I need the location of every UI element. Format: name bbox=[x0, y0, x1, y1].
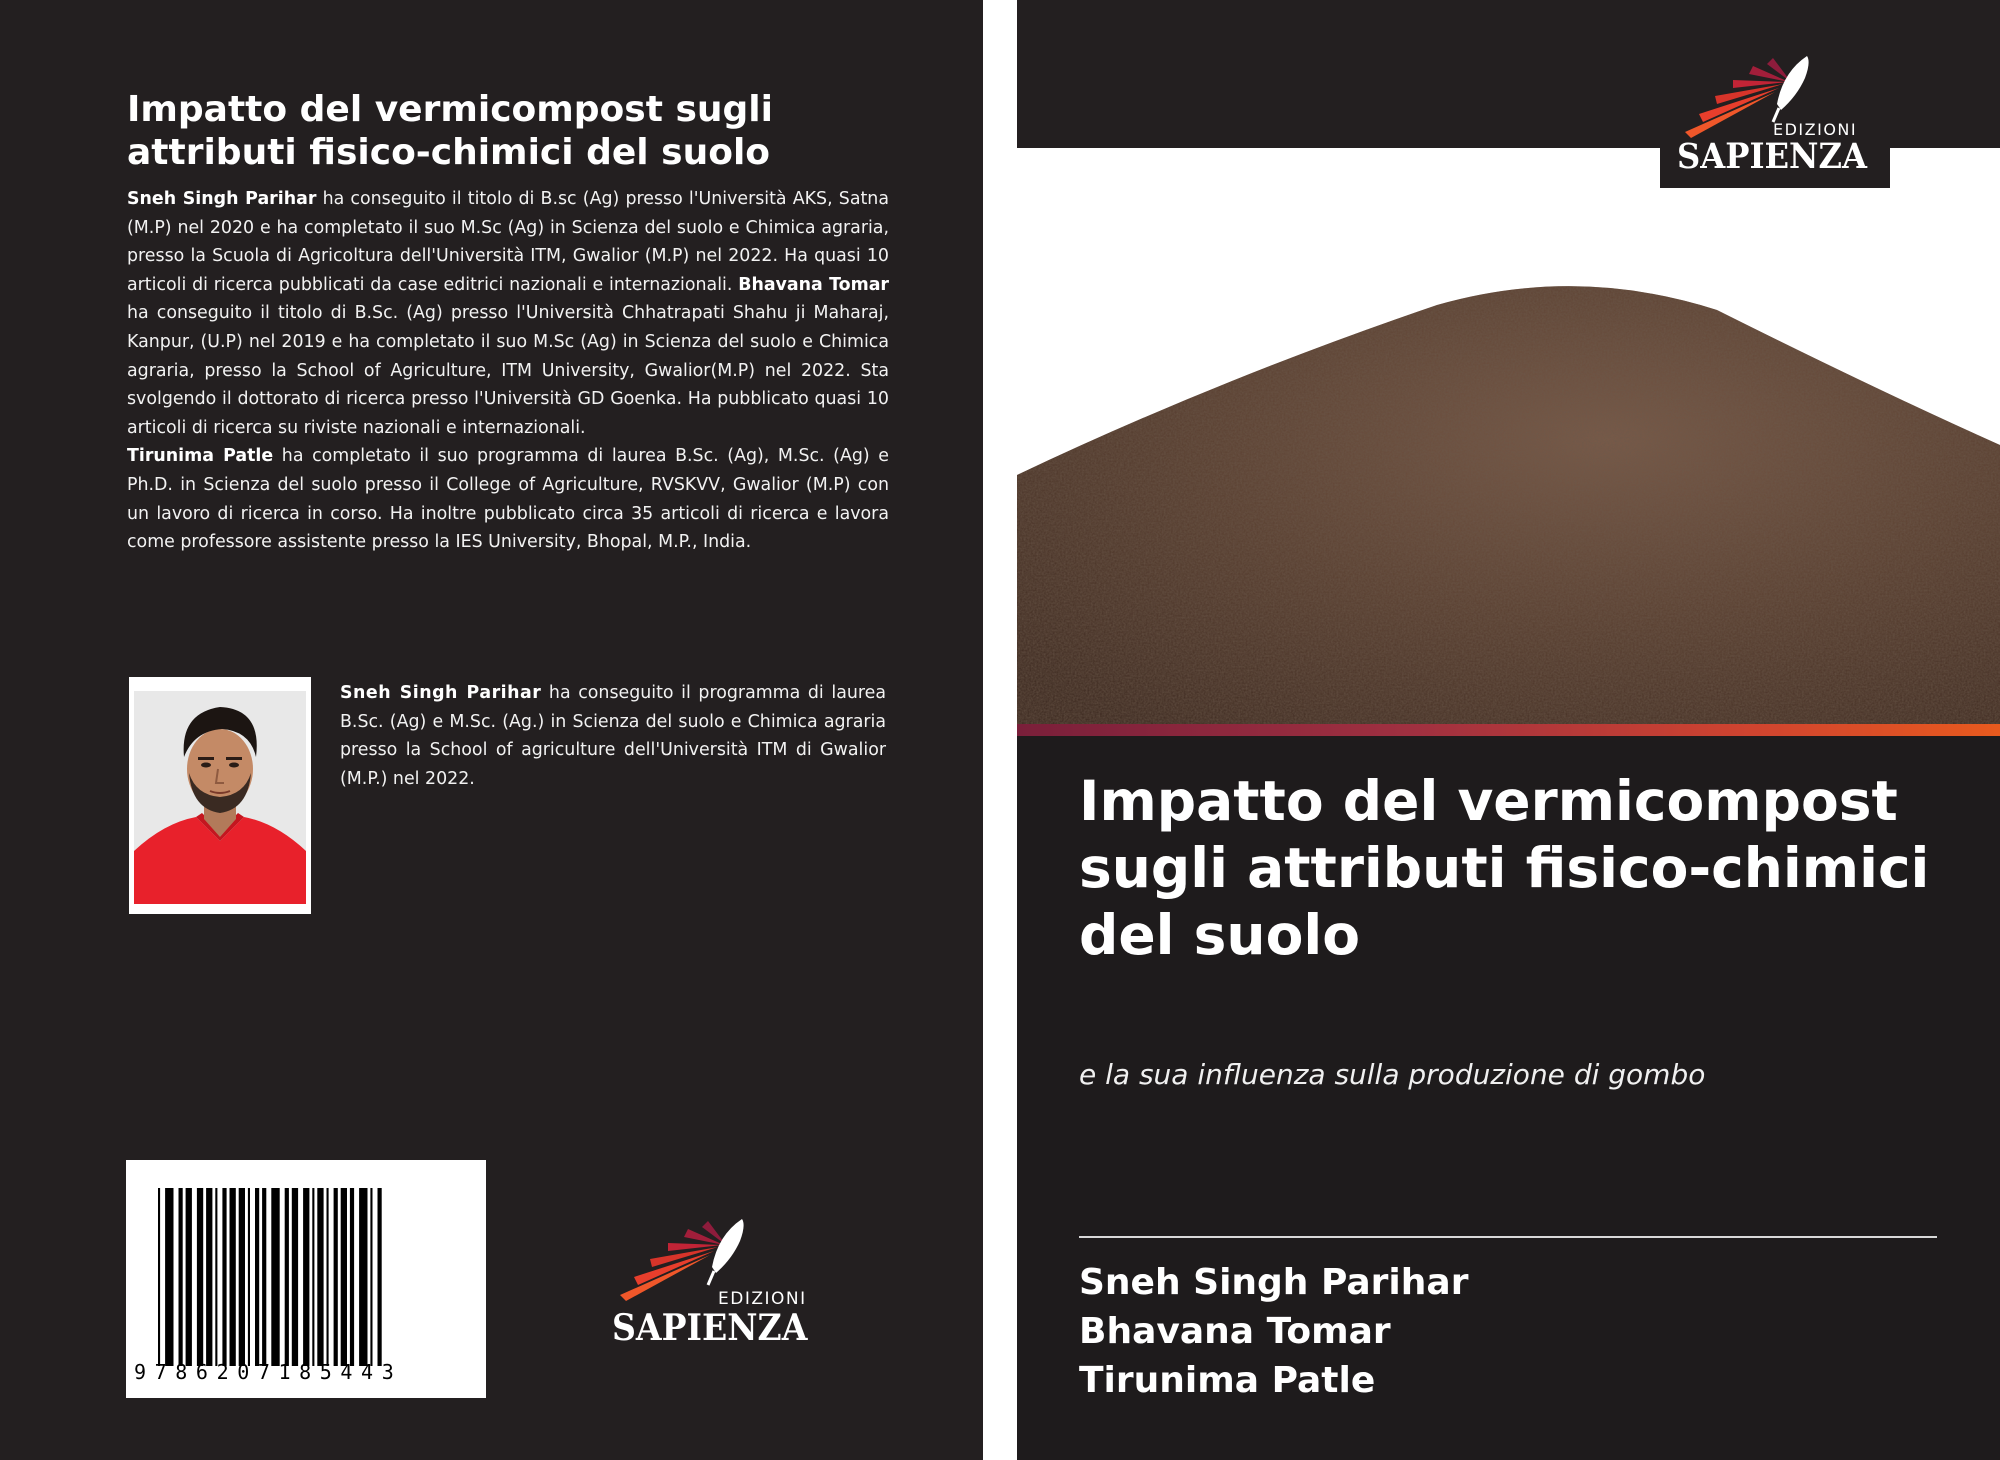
bio-author3-text: ha completato il suo programma di laurea B.Sc. (Ag), M.Sc. (Ag) e Ph.D. in Scienza del suolo presso il College of Agriculture, RVSKVV, Gwalior (M.P) con un lavoro di ricerca in corso. Ha inoltre pubblicato circa 35 articoli di ricerca e lavora come professore assistente presso la IES University, Bhopal, M.P., India. bbox=[127, 446, 889, 553]
publisher-edizioni-text: EDIZIONI bbox=[1773, 120, 1858, 139]
barcode-bar bbox=[350, 1188, 354, 1366]
bio-author3-name: Tirunima Patle bbox=[127, 446, 274, 467]
front-cover-title: Impatto del vermicompost sugli attributi fisico-chimici del suolo bbox=[1079, 769, 1930, 967]
title-divider bbox=[1079, 1236, 1937, 1238]
publisher-name-text: SAPIENZA bbox=[1677, 136, 1867, 177]
photo-bio-text: ha conseguito il programma di laurea B.Sc. (Ag) e M.Sc. (Ag.) in Scienza del suolo e Chimica agraria presso la School of agriculture dell'Università ITM di Gwalior (M.P.) nel 2022. bbox=[340, 683, 886, 789]
bio-author2-text: ha conseguito il titolo di B.Sc. (Ag) presso l'Università Chhatrapati Shahu ji Maharaj, Kanpur, (U.P) nel 2019 e ha completato il suo M.Sc (Ag) in Scienza del suolo e Chimica agraria, presso la School of Agriculture, ITM University, Gwalior(M.P) nel 2022. Sta svolgendo il dottorato di ricerca presso l'Università GD Goenka. Ha pubblicato quasi 10 articoli di ricerca su riviste nazionali e internazionali. bbox=[127, 303, 889, 438]
publisher-edizioni-text: EDIZIONI bbox=[718, 1289, 807, 1309]
author-name: Bhavana Tomar bbox=[1079, 1311, 1391, 1352]
photo-bio-name: Sneh Singh Parihar bbox=[340, 683, 542, 703]
publisher-name-text: SAPIENZA bbox=[612, 1307, 808, 1349]
back-cover bbox=[0, 0, 983, 1460]
authors-bio bbox=[127, 185, 889, 557]
barcode-bar bbox=[359, 1188, 367, 1366]
barcode-bar bbox=[317, 1188, 323, 1366]
barcode-bar bbox=[215, 1188, 217, 1366]
photo-caption-bio bbox=[340, 679, 886, 793]
barcode-bar bbox=[165, 1188, 173, 1366]
barcode-bar bbox=[222, 1188, 226, 1366]
isbn-barcode bbox=[126, 1160, 486, 1398]
bio-author1-text: ha conseguito il titolo di B.sc (Ag) presso l'Università AKS, Satna (M.P) nel 2020 e ha completato il suo M.Sc (Ag) in Scienza del suolo e Chimica agraria, presso la Scuola di Agricoltura dell'Università ITM, Gwalior (M.P) nel 2022. Ha quasi 10 articoli di ricerca pubblicati da case editrici nazionali e internazionali. bbox=[127, 189, 889, 295]
bio-author2-name: Bhavana Tomar bbox=[738, 274, 890, 295]
isbn-digits: 9786207185443 bbox=[134, 1360, 403, 1384]
author-name: Tirunima Patle bbox=[1079, 1360, 1376, 1401]
barcode-bar bbox=[206, 1188, 212, 1366]
barcode-bar bbox=[370, 1188, 372, 1366]
authors-list bbox=[1079, 1258, 1959, 1405]
barcode-bar bbox=[378, 1188, 382, 1366]
spine-gap bbox=[983, 0, 1017, 1460]
back-cover-title: Impatto del vermicompost sugli attributi fisico-chimici del suolo bbox=[127, 89, 773, 173]
barcode-bar bbox=[334, 1188, 338, 1366]
author-name: Sneh Singh Parihar bbox=[1079, 1262, 1469, 1303]
front-cover bbox=[1017, 0, 2000, 1460]
author-photo bbox=[129, 677, 311, 914]
barcode-bar bbox=[158, 1188, 160, 1366]
barcode-bar bbox=[285, 1188, 289, 1366]
front-cover-subtitle: e la sua influenza sulla produzione di gombo bbox=[1079, 1058, 1706, 1091]
barcode-bar bbox=[341, 1188, 347, 1366]
accent-stripe bbox=[1017, 724, 2000, 736]
author-photo-image bbox=[134, 691, 306, 904]
barcode-bar bbox=[197, 1188, 203, 1366]
compost-pile-image bbox=[1017, 270, 2000, 725]
barcode-bar bbox=[186, 1188, 192, 1366]
barcode-bar bbox=[179, 1188, 183, 1366]
barcode-bar bbox=[327, 1188, 329, 1366]
publisher-logo-front bbox=[1660, 52, 1890, 188]
barcode-bar bbox=[255, 1188, 259, 1366]
barcode-bar bbox=[312, 1188, 314, 1366]
bio-author1-name: Sneh Singh Parihar bbox=[127, 189, 317, 209]
barcode-bar bbox=[303, 1188, 309, 1366]
barcode-bar bbox=[271, 1188, 279, 1366]
barcode-bar bbox=[230, 1188, 236, 1366]
barcode-bar bbox=[262, 1188, 266, 1366]
barcode-bar bbox=[292, 1188, 298, 1366]
publisher-logo-back bbox=[600, 1215, 840, 1365]
barcode-bar bbox=[248, 1188, 250, 1366]
barcode-bar bbox=[239, 1188, 245, 1366]
